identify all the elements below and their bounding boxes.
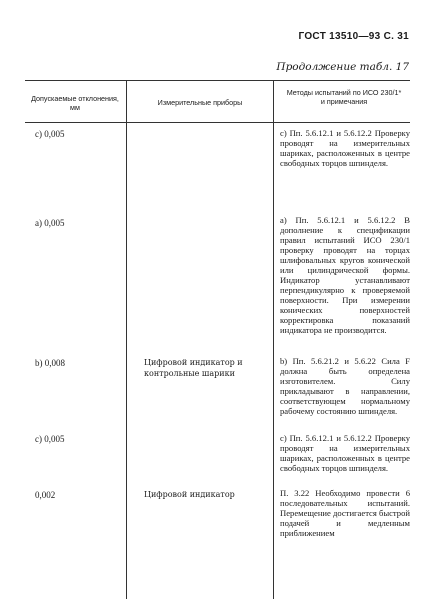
table-continuation-label: Продолжение табл. 17: [276, 61, 409, 73]
row-3-tolerance: b) 0,008: [35, 358, 65, 368]
column-header-instruments: Измерительные приборы: [157, 98, 243, 107]
row-3-instruments: Цифровой индикатор и контрольные шарики: [144, 358, 243, 378]
row-2-tolerance: а) 0,005: [35, 218, 65, 228]
column-header-methods: Методы испытаний по ИСО 230/1* и примечания: [286, 88, 402, 106]
table-header-rule: [25, 122, 410, 123]
row-3-methods: b) Пп. 5.6.21.2 и 5.6.22 Сила F должна быть определена изготовителем. Силу прикладывают в направлении, соответствующем нормальному рабочему состоянию шпинделя.: [280, 356, 410, 416]
row-1-methods: с) Пп. 5.6.12.1 и 5.6.12.2 Проверку проводят на измерительных шариках, расположенных в центре свободных торцов шпинделя.: [280, 128, 410, 168]
row-4-tolerance: с) 0,005: [35, 434, 65, 444]
column-divider-1: [126, 80, 127, 599]
row-5-instruments: Цифровой индикатор: [144, 490, 235, 499]
column-divider-2: [273, 80, 274, 599]
row-5-methods: П. 3.22 Необходимо провести 6 последовательных испытаний. Перемещение достигается быстрой подачей и медленным приближением: [280, 488, 410, 538]
row-4-methods: с) Пп. 5.6.12.1 и 5.6.12.2 Проверку проводят на измерительных шариках, расположенных в центре свободных торцов шпинделя.: [280, 433, 410, 473]
standard-number: ГОСТ 13510—93 С. 31: [298, 31, 409, 42]
column-header-tolerance: Допускаемые отклонения, мм: [31, 94, 119, 112]
row-5-tolerance: 0,002: [35, 490, 56, 500]
row-1-tolerance: с) 0,005: [35, 129, 65, 139]
table-top-rule: [25, 80, 410, 81]
row-2-methods: а) Пп. 5.6.12.1 и 5.6.12.2 В дополнение к спецификации правил испытаний ИСО 230/1 проверку проводят на торцах шлифовальных кругов конической или цилиндрической формы. Индикатор устанавливают перпендикулярно к проверяемой поверхности. При измерении конических поверхностей корректировка показаний индикатора не производится.: [280, 215, 410, 335]
